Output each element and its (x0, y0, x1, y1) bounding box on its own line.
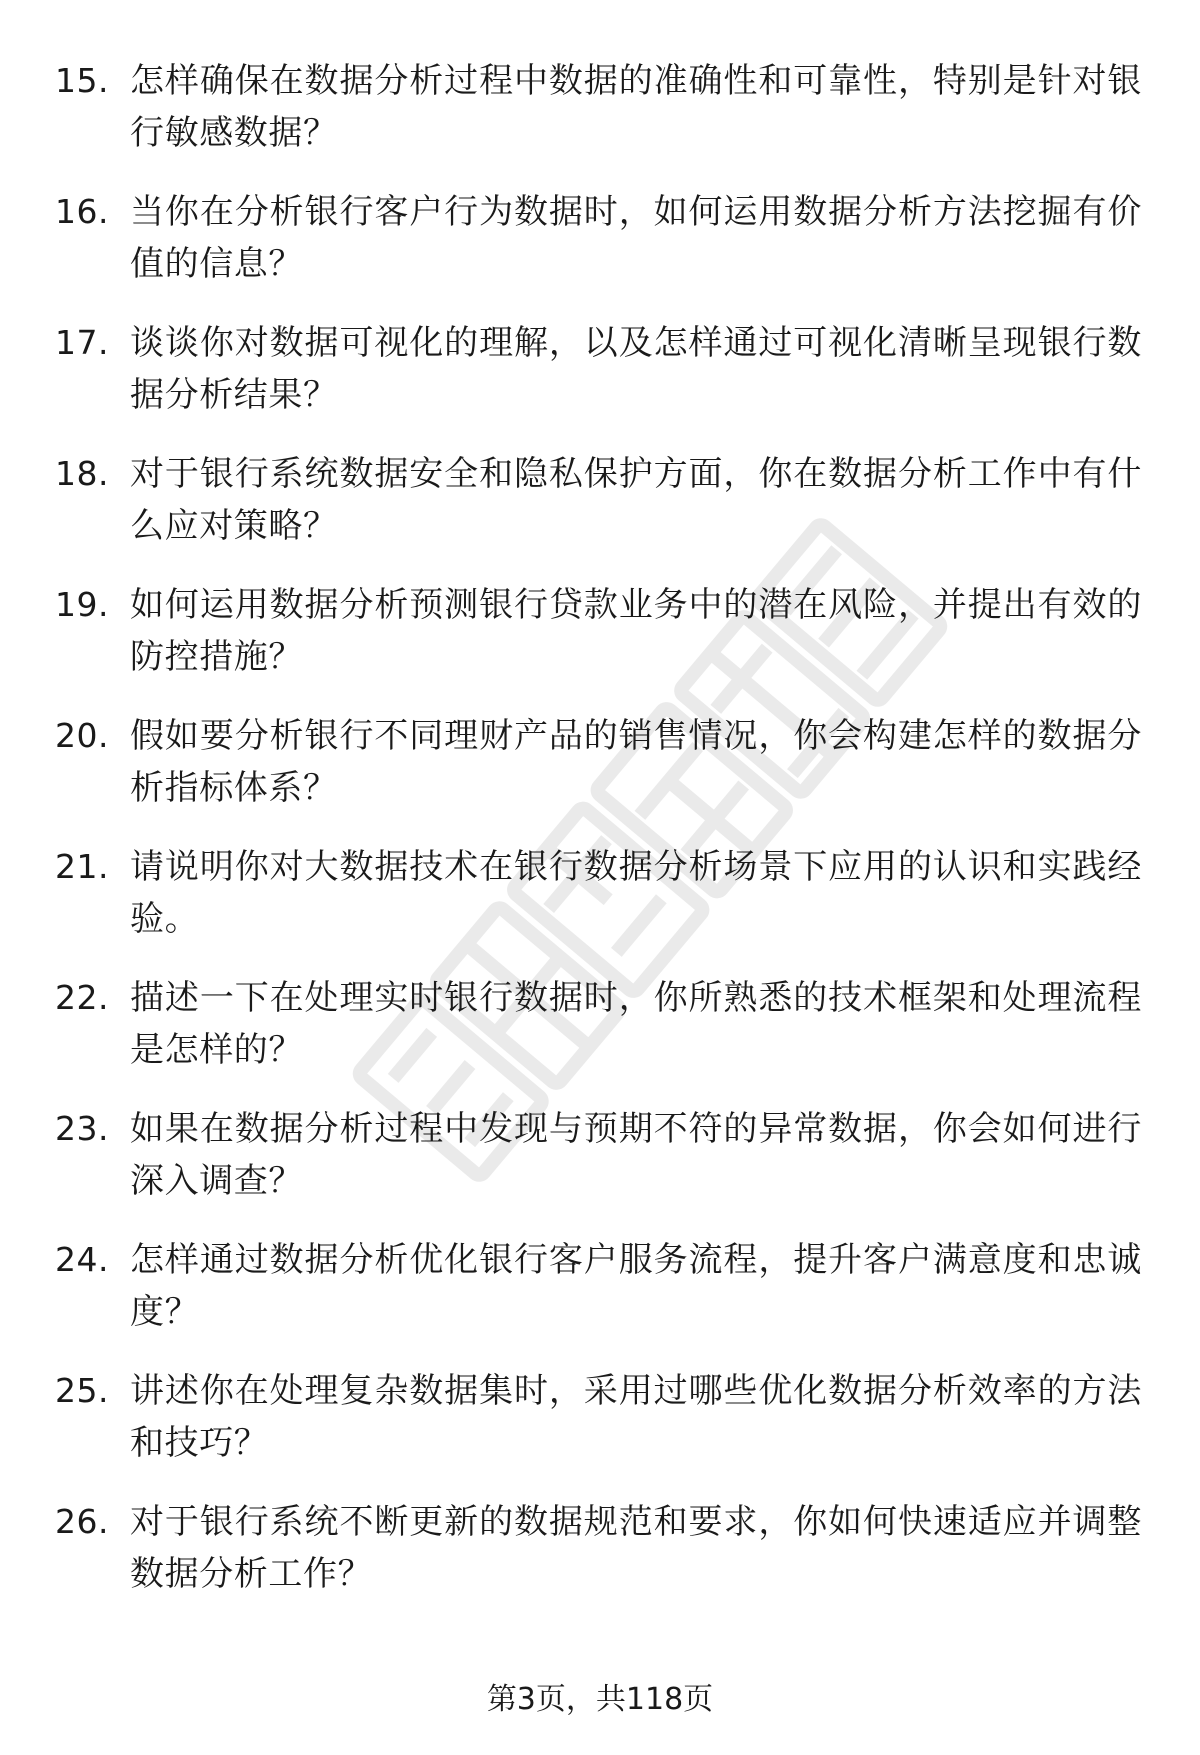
question-item-18 (0, 448, 1200, 579)
question-item-20 (0, 710, 1200, 841)
question-text: 描述一下在处理实时银行数据时，你所熟悉的技术框架和处理流程是怎样的？ (130, 978, 1142, 1070)
question-list (0, 55, 1200, 1627)
question-item-24 (0, 1234, 1200, 1365)
question-number: 19. (55, 585, 109, 624)
question-item-16 (0, 186, 1200, 317)
question-number: 16. (55, 192, 109, 231)
question-number: 23. (55, 1109, 109, 1148)
question-item-15 (0, 55, 1200, 186)
question-text: 对于银行系统不断更新的数据规范和要求，你如何快速适应并调整数据分析工作？ (130, 1502, 1142, 1594)
question-number: 24. (55, 1240, 109, 1279)
question-number: 22. (55, 978, 109, 1017)
question-item-26 (0, 1496, 1200, 1627)
page-footer (0, 1680, 1200, 1720)
question-text: 怎样通过数据分析优化银行客户服务流程，提升客户满意度和忠诚度？ (130, 1240, 1142, 1332)
question-text: 请说明你对大数据技术在银行数据分析场景下应用的认识和实践经验。 (130, 847, 1142, 939)
question-number: 18. (55, 454, 109, 493)
question-number: 26. (55, 1502, 109, 1541)
page-number-label: 第3页，共118页 (486, 1682, 714, 1717)
question-item-21 (0, 841, 1200, 972)
question-text: 当你在分析银行客户行为数据时，如何运用数据分析方法挖掘有价值的信息？ (130, 192, 1142, 284)
question-item-19 (0, 579, 1200, 710)
question-text: 谈谈你对数据可视化的理解，以及怎样通过可视化清晰呈现银行数据分析结果？ (130, 323, 1142, 415)
question-text: 如何运用数据分析预测银行贷款业务中的潜在风险，并提出有效的防控措施？ (130, 585, 1142, 677)
question-text: 怎样确保在数据分析过程中数据的准确性和可靠性，特别是针对银行敏感数据？ (130, 61, 1142, 153)
question-text: 对于银行系统数据安全和隐私保护方面，你在数据分析工作中有什么应对策略？ (130, 454, 1142, 546)
question-item-17 (0, 317, 1200, 448)
question-text: 如果在数据分析过程中发现与预期不符的异常数据，你会如何进行深入调查？ (130, 1109, 1142, 1201)
question-text: 假如要分析银行不同理财产品的销售情况，你会构建怎样的数据分析指标体系？ (130, 716, 1142, 808)
question-number: 20. (55, 716, 109, 755)
question-item-23 (0, 1103, 1200, 1234)
question-number: 25. (55, 1371, 109, 1410)
question-number: 21. (55, 847, 109, 886)
question-item-25 (0, 1365, 1200, 1496)
question-item-22 (0, 972, 1200, 1103)
question-number: 17. (55, 323, 109, 362)
question-number: 15. (55, 61, 109, 100)
question-text: 讲述你在处理复杂数据集时，采用过哪些优化数据分析效率的方法和技巧？ (130, 1371, 1142, 1463)
